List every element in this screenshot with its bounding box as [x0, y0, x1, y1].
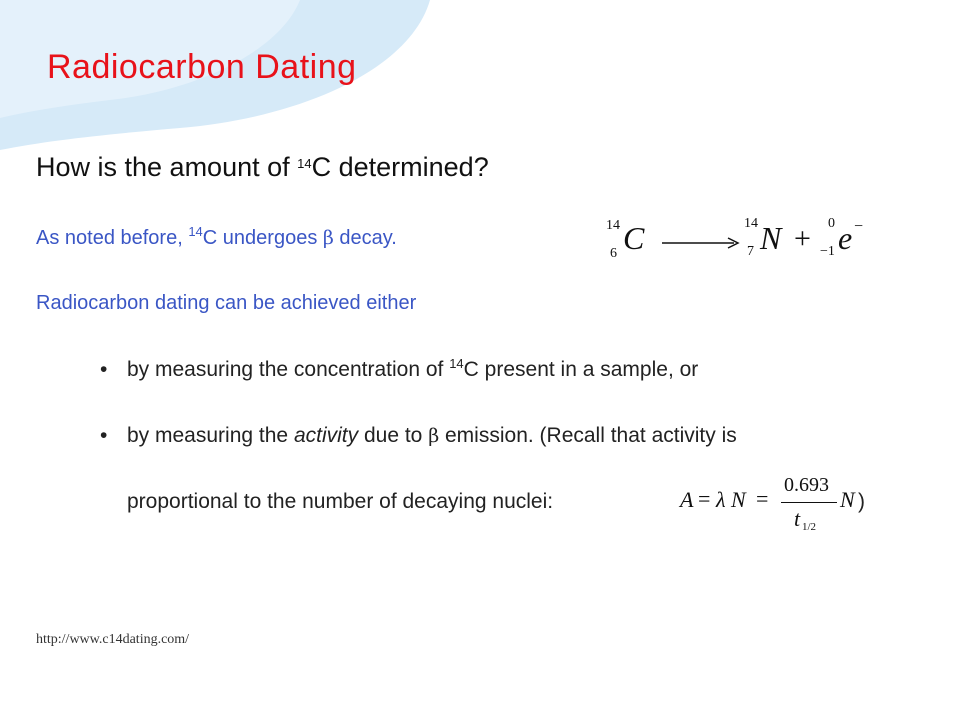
question-isotope-mass: 14 [297, 156, 312, 171]
bullet-text-suffix: emission. (Recall that activity is [439, 424, 737, 447]
bullet-marker: • [100, 424, 108, 447]
carbon-atomic-number: 6 [610, 246, 617, 261]
electron-symbol: e [838, 220, 853, 256]
half-life-symbol: t [794, 506, 801, 531]
electron-charge: − [854, 218, 864, 235]
noted-isotope-mass: 14 [188, 224, 203, 239]
fraction-bar [781, 502, 837, 503]
bullet-text-prefix: by measuring the [127, 424, 294, 447]
source-link[interactable]: http://www.c14dating.com/ [36, 632, 190, 647]
reaction-arrow-icon [662, 236, 740, 250]
half-life-subscript: 1/2 [802, 521, 817, 533]
bullet-concentration [100, 358, 698, 382]
n-symbol: N [840, 487, 855, 512]
decay-equation [606, 214, 876, 270]
noted-middle: C undergoes [202, 227, 323, 249]
equals-sign: = [698, 486, 711, 511]
carbon-mass-number: 14 [606, 218, 620, 233]
plus-sign: + [794, 222, 811, 255]
noted-suffix: decay. [333, 227, 397, 249]
electron-atomic-number: −1 [820, 244, 835, 259]
question-heading [36, 152, 489, 183]
noted-prefix: As noted before, [36, 227, 189, 249]
bullet-activity [100, 424, 737, 448]
continuation-line: proportional to the number of decaying nuclei: [127, 490, 554, 513]
n-symbol: N [731, 487, 746, 512]
lambda-symbol: λ [716, 487, 726, 512]
activity-equation [676, 470, 866, 536]
noted-line [36, 224, 397, 250]
electron-mass-number: 0 [828, 216, 835, 231]
carbon-symbol: C [623, 220, 645, 256]
nitrogen-mass-number: 14 [744, 216, 758, 231]
closing-paren: ) [858, 490, 865, 513]
question-suffix: C determined? [311, 152, 489, 182]
either-line: Radiocarbon dating can be achieved either [36, 292, 417, 314]
nitrogen-symbol: N [760, 220, 782, 256]
bullet-isotope-mass: 14 [449, 356, 464, 371]
beta-symbol: β [428, 425, 440, 447]
slide-title: Radiocarbon Dating [47, 48, 357, 86]
numerator: 0.693 [784, 474, 829, 496]
activity-symbol: A [680, 487, 694, 512]
nitrogen-atomic-number: 7 [747, 244, 754, 259]
bullet-text-middle: due to [358, 424, 429, 447]
question-prefix: How is the amount of [36, 152, 298, 182]
activity-emphasis: activity [293, 424, 359, 447]
equals-sign: = [756, 486, 769, 511]
bullet-text-suffix: C present in a sample, or [463, 358, 699, 381]
beta-symbol: β [322, 227, 334, 249]
bullet-text-prefix: by measuring the concentration of [127, 358, 450, 381]
bullet-marker: • [100, 358, 108, 381]
